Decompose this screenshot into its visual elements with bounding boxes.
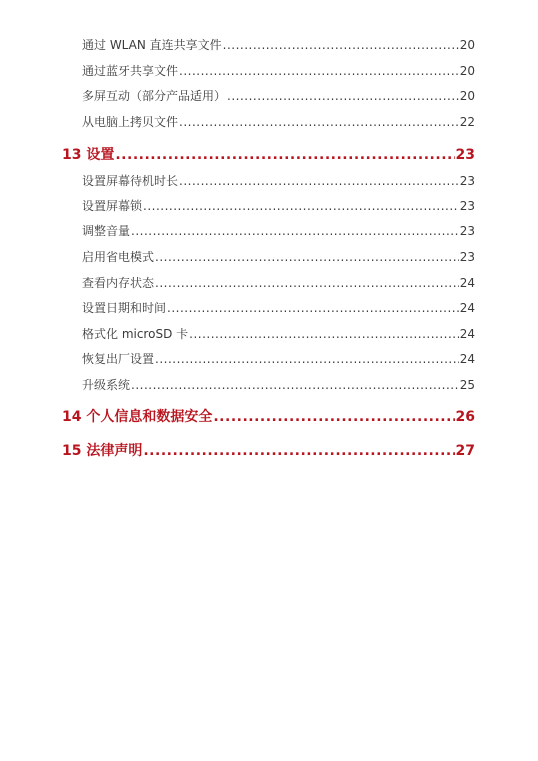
toc-entry-page: 24 xyxy=(459,352,475,366)
toc-entry-multiscreen[interactable] xyxy=(82,87,475,104)
toc-entry-power-saving[interactable] xyxy=(82,248,475,265)
toc-chapter-15-legal[interactable] xyxy=(62,440,475,460)
toc-entry-page: 20 xyxy=(459,64,475,78)
toc-entry-page: 20 xyxy=(459,38,475,52)
toc-leader-dots xyxy=(155,276,459,290)
toc-leader-dots xyxy=(131,378,459,392)
toc-entry-title: 调整音量 xyxy=(82,224,131,238)
toc-leader-dots xyxy=(143,199,459,213)
toc-entry-title: 设置日期和时间 xyxy=(82,301,167,315)
toc-entry-screen-lock[interactable] xyxy=(82,197,475,214)
toc-leader-dots xyxy=(115,147,454,163)
toc-leader-dots xyxy=(155,352,459,366)
toc-entry-page: 23 xyxy=(459,250,475,264)
toc-leader-dots xyxy=(179,174,459,188)
toc-leader-dots xyxy=(131,224,459,238)
toc-entry-page: 24 xyxy=(459,276,475,290)
toc-entry-title: 从电脑上拷贝文件 xyxy=(82,115,179,129)
toc-entry-bluetooth-share[interactable] xyxy=(82,62,475,79)
toc-entry-screen-timeout[interactable] xyxy=(82,172,475,189)
toc-leader-dots xyxy=(189,327,459,341)
toc-chapter-13-settings[interactable] xyxy=(62,144,475,164)
toc-entry-title: 恢复出厂设置 xyxy=(82,352,155,366)
toc-leader-dots xyxy=(213,409,454,425)
toc-chapter-title: 15 法律声明 xyxy=(62,443,143,459)
toc-entry-title: 多屏互动（部分产品适用） xyxy=(82,89,227,103)
toc-entry-title: 启用省电模式 xyxy=(82,250,155,264)
toc-entry-title: 升级系统 xyxy=(82,378,131,392)
toc-entry-page: 23 xyxy=(459,174,475,188)
toc-entry-date-time[interactable] xyxy=(82,299,475,316)
toc-entry-page: 25 xyxy=(459,378,475,392)
toc-entry-title: 通过蓝牙共享文件 xyxy=(82,64,179,78)
toc-leader-dots xyxy=(155,250,459,264)
toc-entry-title: 查看内存状态 xyxy=(82,276,155,290)
toc-entry-page: 24 xyxy=(459,301,475,315)
toc-entry-copy-from-pc[interactable] xyxy=(82,113,475,130)
toc-entry-page: 20 xyxy=(459,89,475,103)
toc-chapter-title: 13 设置 xyxy=(62,147,115,163)
toc-entry-page: 23 xyxy=(459,199,475,213)
toc-entry-factory-reset[interactable] xyxy=(82,350,475,367)
toc-entry-format-microsd[interactable] xyxy=(82,325,475,342)
toc-entry-volume[interactable] xyxy=(82,222,475,239)
toc-entry-page: 23 xyxy=(459,224,475,238)
toc-chapter-page: 27 xyxy=(455,443,475,459)
toc-entry-title: 格式化 microSD 卡 xyxy=(82,327,189,341)
toc-leader-dots xyxy=(143,443,454,459)
toc-entry-wlan-direct[interactable] xyxy=(82,36,475,53)
toc-entry-page: 22 xyxy=(459,115,475,129)
toc-entry-title: 通过 WLAN 直连共享文件 xyxy=(82,38,222,52)
toc-entry-system-update[interactable] xyxy=(82,376,475,393)
toc-chapter-title: 14 个人信息和数据安全 xyxy=(62,409,213,425)
toc-entry-page: 24 xyxy=(459,327,475,341)
toc-chapter-page: 26 xyxy=(455,409,475,425)
toc-chapter-14-privacy[interactable] xyxy=(62,406,475,426)
toc-leader-dots xyxy=(179,115,459,129)
toc-leader-dots xyxy=(179,64,459,78)
toc-entry-title: 设置屏幕锁 xyxy=(82,199,143,213)
toc-entry-memory-status[interactable] xyxy=(82,274,475,291)
toc-chapter-page: 23 xyxy=(455,147,475,163)
toc-leader-dots xyxy=(223,38,459,52)
toc-entry-title: 设置屏幕待机时长 xyxy=(82,174,179,188)
toc-leader-dots xyxy=(167,301,459,315)
toc-leader-dots xyxy=(227,89,459,103)
